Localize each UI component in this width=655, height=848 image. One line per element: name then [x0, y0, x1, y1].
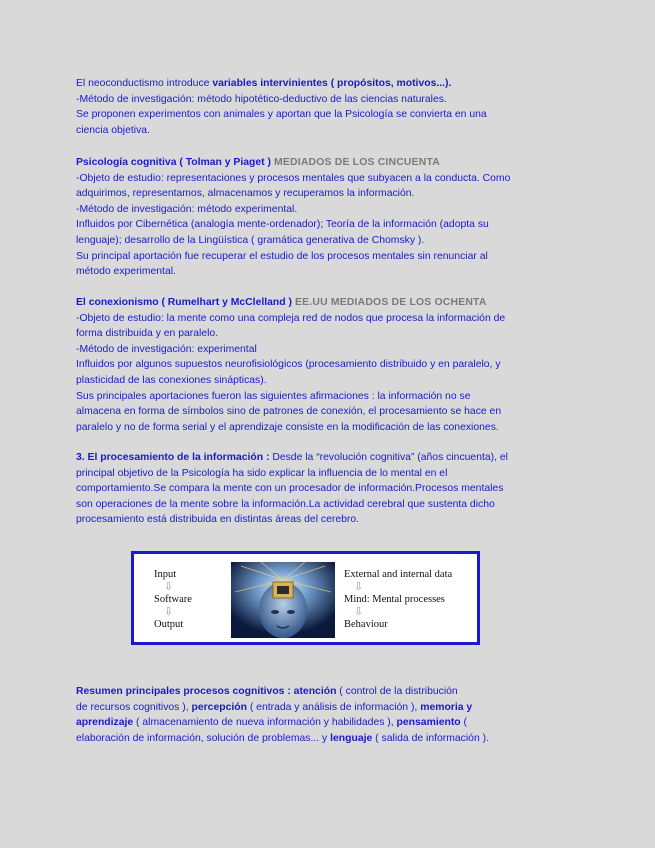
text: elaboración de información, solución de problemas... y [76, 732, 331, 744]
text-line: ciencia objetiva. [76, 124, 150, 136]
text-line: adquirimos, representamos, almacenamos y recuperamos la información. [76, 188, 415, 200]
information-processing-figure [131, 551, 480, 645]
bold-text: memoria y [420, 701, 473, 713]
text-line: -Método de investigación: método experimental. [76, 203, 298, 215]
text-line: Influidos por algunos supuestos neurofisiológicos (procesamiento distribuido y en paralelo, y [76, 359, 501, 371]
figure-label: Behaviour [344, 619, 388, 630]
text-line: Influidos por Cibernética (analogía mente-ordenador); Teoría de la información (adopta su [76, 219, 489, 231]
bold-text: aprendizaje [76, 717, 134, 729]
era-label: MEDIADOS DE LOS CINCUENTA [270, 157, 440, 168]
text-line: -Objeto de estudio: la mente como una compleja red de nodos que procesa la información de [76, 312, 506, 324]
figure-label: Software [154, 594, 192, 605]
figure-label: Input [154, 569, 177, 580]
paragraph-resumen [76, 684, 576, 746]
bold-text: Resumen principales procesos cognitivos : atención [76, 686, 337, 697]
paragraph-procesamiento [76, 450, 576, 528]
bold-text: pensamiento [396, 717, 461, 729]
text-line: Se proponen experimentos con animales y aportan que la Psicología se convierta en una [76, 109, 487, 121]
figure-label: Output [154, 619, 184, 630]
section-heading: 3. El procesamiento de la información : [76, 452, 270, 463]
text-line: son operaciones de la mente sobre la información.La actividad cerebral que sustenta dicho [76, 498, 495, 510]
text: de recursos cognitivos ), [76, 701, 192, 713]
figure-label: Mind: Mental processes [344, 594, 445, 605]
mind-circuit-image [231, 562, 335, 638]
arrow-down-icon: ⇩ [354, 581, 364, 593]
bold-text: percepción [191, 701, 247, 713]
text: ( [460, 717, 467, 729]
text-line: Sus principales aportaciones fueron las siguientes afirmaciones : la información no se [76, 390, 471, 402]
text-line: almacena en forma de símbolos sino de patrones de conexión, el procesamiento se hace en [76, 406, 502, 418]
text-line: comportamiento.Se compara la mente con un procesador de información.Procesos mentales [76, 483, 504, 495]
bold-text: lenguaje [330, 732, 373, 744]
head-illustration [231, 562, 335, 638]
text-line: forma distribuida y en paralelo. [76, 328, 219, 340]
computer-column [154, 568, 224, 631]
era-label: EE.UU MEDIADOS DE LOS OCHENTA [291, 297, 487, 308]
text: ( salida de información ). [372, 732, 489, 744]
text: ( almacenamiento de nueva información y habilidades ), [133, 717, 397, 729]
text-line: -Método de investigación: experimental [76, 343, 257, 355]
arrow-down-icon: ⇩ [354, 606, 364, 618]
text: El neoconductismo introduce [76, 78, 213, 89]
text-line: -Objeto de estudio: representaciones y procesos mentales que subyacen a la conducta. Como [76, 172, 511, 184]
paragraph-conexionismo [76, 295, 576, 435]
arrow-down-icon: ⇩ [164, 581, 174, 593]
section-heading: Psicología cognitiva ( Tolman y Piaget ) [76, 157, 271, 168]
section-heading: El conexionismo ( Rumelhart y McClelland ) [76, 297, 292, 308]
bold-text: variables intervinientes ( propósitos, motivos...). [212, 78, 452, 89]
text-line: principal objetivo de la Psicología ha sido explicar la influencia de lo mental en el [76, 467, 448, 479]
paragraph-psicologia-cognitiva [76, 155, 576, 280]
text-line: -Método de investigación: método hipotético-deductivo de las ciencias naturales. [76, 93, 447, 105]
text: ( control de la distribución [336, 686, 458, 697]
paragraph-neoconductismo [76, 76, 576, 138]
text: Desde la “revolución cognitiva” (años cincuenta), el [269, 452, 508, 463]
text-line: método experimental. [76, 266, 176, 278]
text-line: lenguaje); desarrollo de la Lingüística ( gramática generativa de Chomsky ). [76, 234, 425, 246]
figure-label: External and internal data [344, 569, 453, 580]
mind-column [344, 568, 474, 631]
text-line: paralelo y no de forma serial y el aprendizaje consiste en la modificación de las conexiones. [76, 421, 499, 433]
text-line: Su principal aportación fue recuperar el estudio de los procesos mentales sin renunciar al [76, 250, 488, 262]
text-line: procesamiento está distribuida en distintas áreas del cerebro. [76, 514, 360, 526]
text-line: plasticidad de las conexiones sinápticas). [76, 374, 267, 386]
text: ( entrada y análisis de información ), [246, 701, 421, 713]
arrow-down-icon: ⇩ [164, 606, 174, 618]
